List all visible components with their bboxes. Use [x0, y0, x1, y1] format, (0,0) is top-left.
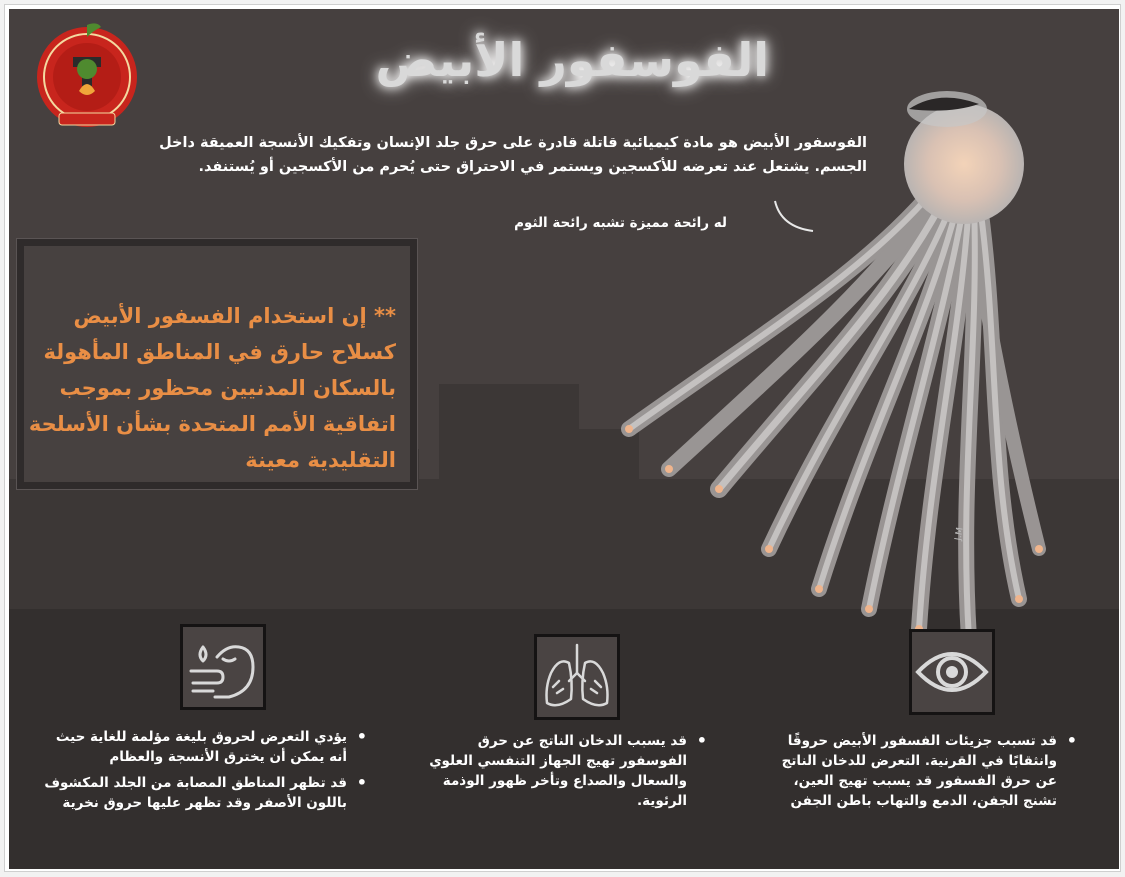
list-item: • قد تسبب جزيئات الفسفور الأبيض حروقًا وانثقابًا في القرنية. التعرض للدخان الناتج عن حرق الفسفور قد يسبب تهيج العين، تشنج الجفن، الدمع والتهاب باطن الجفن: [779, 731, 1079, 811]
lungs-icon: [537, 637, 617, 717]
prohibition-callout-box: [17, 239, 417, 489]
eye-icon: [912, 632, 992, 712]
white-phosphorus-smoke-illustration: [569, 69, 1119, 669]
list-item: • قد يسبب الدخان الناتج عن حرق الفوسفور تهيج الجهاز التنفسي العلوي والسعال والصداع وتأخر ظهور الوذمة الرئوية.: [419, 731, 709, 811]
infographic-poster: [9, 9, 1119, 869]
skin-effects-list: [39, 727, 369, 819]
burned-hand-icon-box: [180, 624, 266, 710]
list-item: • يؤدي التعرض لحروق بليغة مؤلمة للغاية حيث أنه يمكن أن يخترق الأنسجة والعظام: [39, 727, 369, 767]
lungs-icon-box: [534, 634, 620, 720]
burned-hand-icon: [183, 627, 263, 707]
page-title: الفوسفور الأبيض: [375, 33, 769, 87]
eye-effects-list: [779, 731, 1079, 817]
civil-defense-logo: [29, 17, 147, 135]
intro-paragraph: الفوسفور الأبيض هو مادة كيميائية قاتلة قادرة على حرق جلد الإنسان وتفكيك الأنسجة العميقة داخل الجسم. يشتعل عند تعرضه للأكسجين ويستمر في الاحتراق حتى يُحرم من الأكسجين أو يُستنفد.: [159, 135, 867, 175]
list-item: • قد تظهر المناطق المصابة من الجلد المكشوف باللون الأصفر وقد تظهر عليها حروق نخرية: [39, 773, 369, 813]
artist-signature: J.M: [953, 526, 966, 542]
garlic-smell-note: له رائحة مميزة تشبه رائحة الثوم: [514, 215, 727, 231]
prohibition-callout-text: ** إن استخدام الفسفور الأبيض كسلاح حارق في المناطق المأهولة بالسكان المدنيين محظور بموجب اتفاقية الأمم المتحدة بشأن الأسلحة التقليدية معينة: [28, 304, 396, 472]
respiratory-effects-list: [419, 731, 709, 817]
eye-icon-box: [909, 629, 995, 715]
